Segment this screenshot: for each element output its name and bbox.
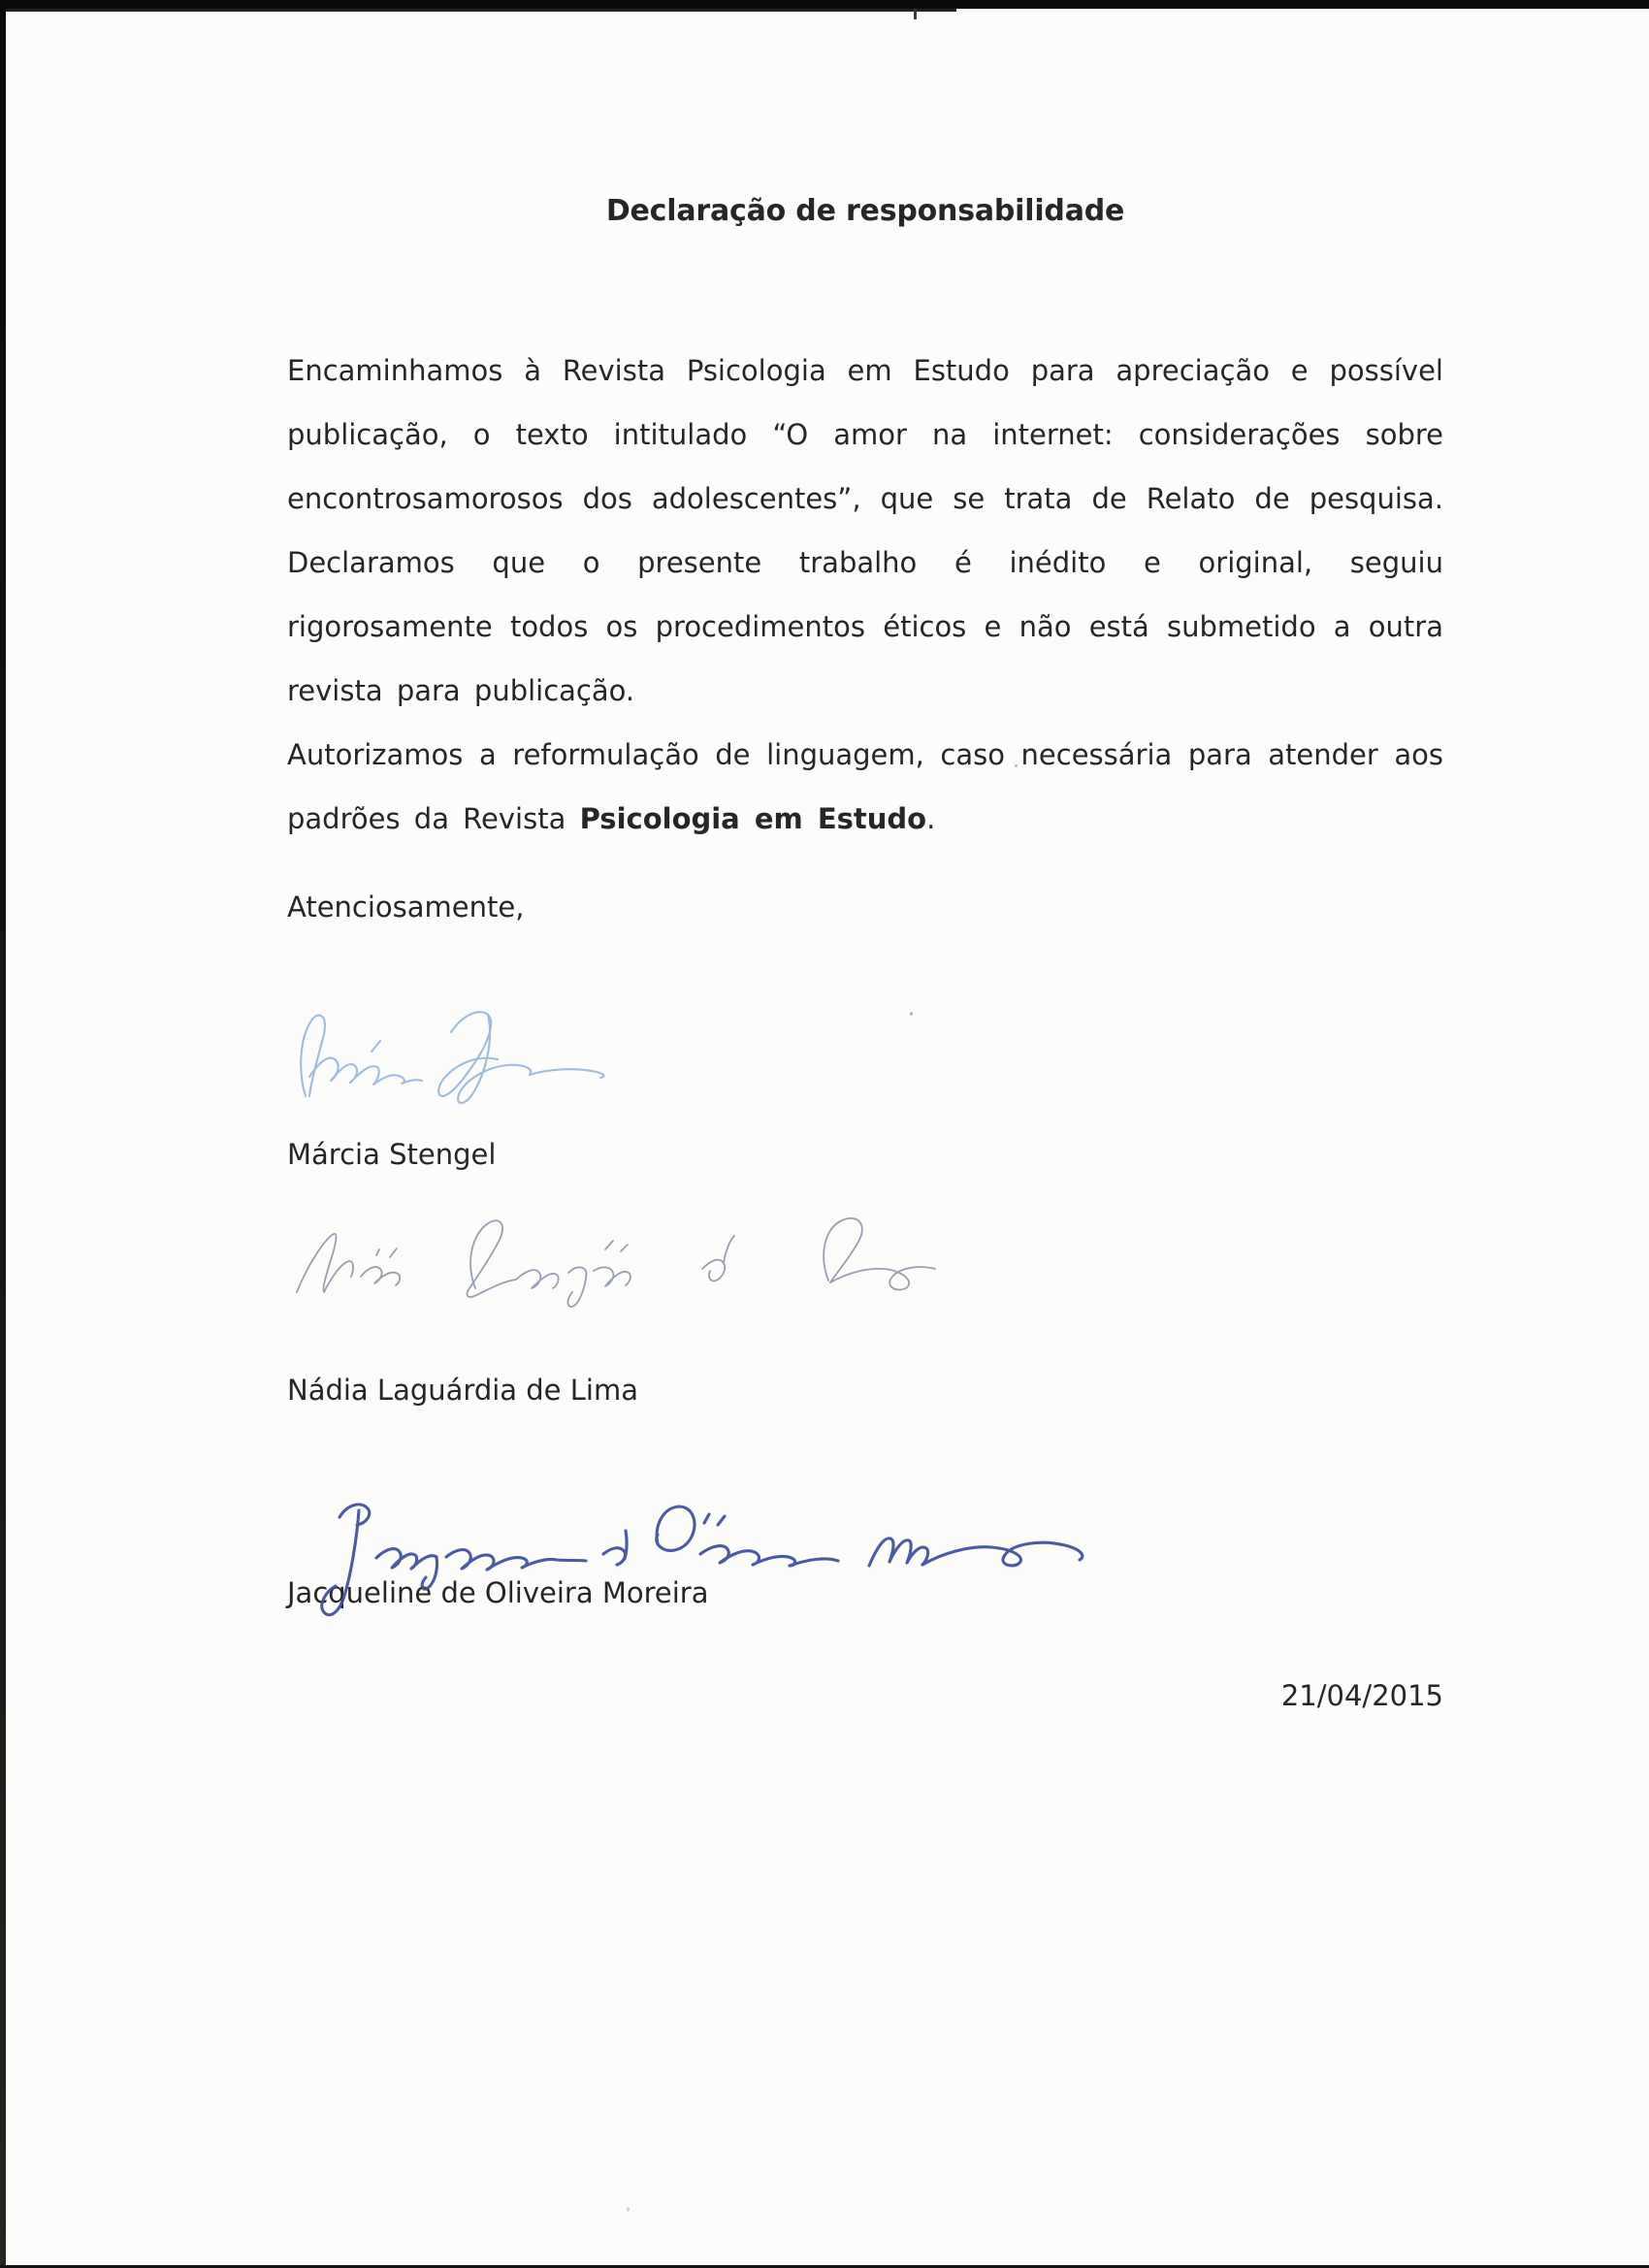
signature-jacqueline-moreira <box>291 1496 1116 1622</box>
typed-name-jacqueline-moreira: Jacqueline de Oliveira Moreira <box>287 1576 709 1609</box>
document-date: 21/04/2015 <box>1280 1679 1443 1712</box>
scan-speck <box>627 2207 630 2212</box>
paragraph-2-suffix: . <box>926 802 936 835</box>
typed-name-nadia-laguardia: Nádia Laguárdia de Lima <box>287 1374 638 1407</box>
paragraph-2-prefix: Autorizamos a reformulação de linguagem, caso necessária para atender aos padrões da Revista <box>287 738 1443 835</box>
scan-speck <box>910 1012 913 1016</box>
scan-edge-top-shadow <box>0 9 956 12</box>
signature-marcia-stengel <box>288 1001 637 1108</box>
typed-name-marcia-stengel: Márcia Stengel <box>287 1138 497 1171</box>
scan-edge-left <box>0 0 6 2268</box>
document-title: Declaração de responsabilidade <box>605 194 1125 228</box>
signature-nadia-laguardia <box>283 1211 962 1308</box>
journal-name-bold: Psicologia em Estudo <box>579 802 927 835</box>
scan-artifact <box>914 9 917 19</box>
closing-salutation: Atenciosamente, <box>287 891 525 923</box>
body-text <box>287 339 1443 851</box>
paragraph-1: Encaminhamos à Revista Psicologia em Estudo para apreciação e possível publicação, o texto intitulado “O amor na internet: considerações sobre encontrosamorosos dos adolescentes”, que se trata de Relato de pesquisa. Declaramos que o presente trabalho é inédito e original, seguiu rigorosamente todos os procedimentos éticos e não está submetido a outra revista para publicação. <box>287 354 1443 707</box>
scan-edge-top <box>0 0 1649 9</box>
paragraph-2 <box>287 723 1443 851</box>
